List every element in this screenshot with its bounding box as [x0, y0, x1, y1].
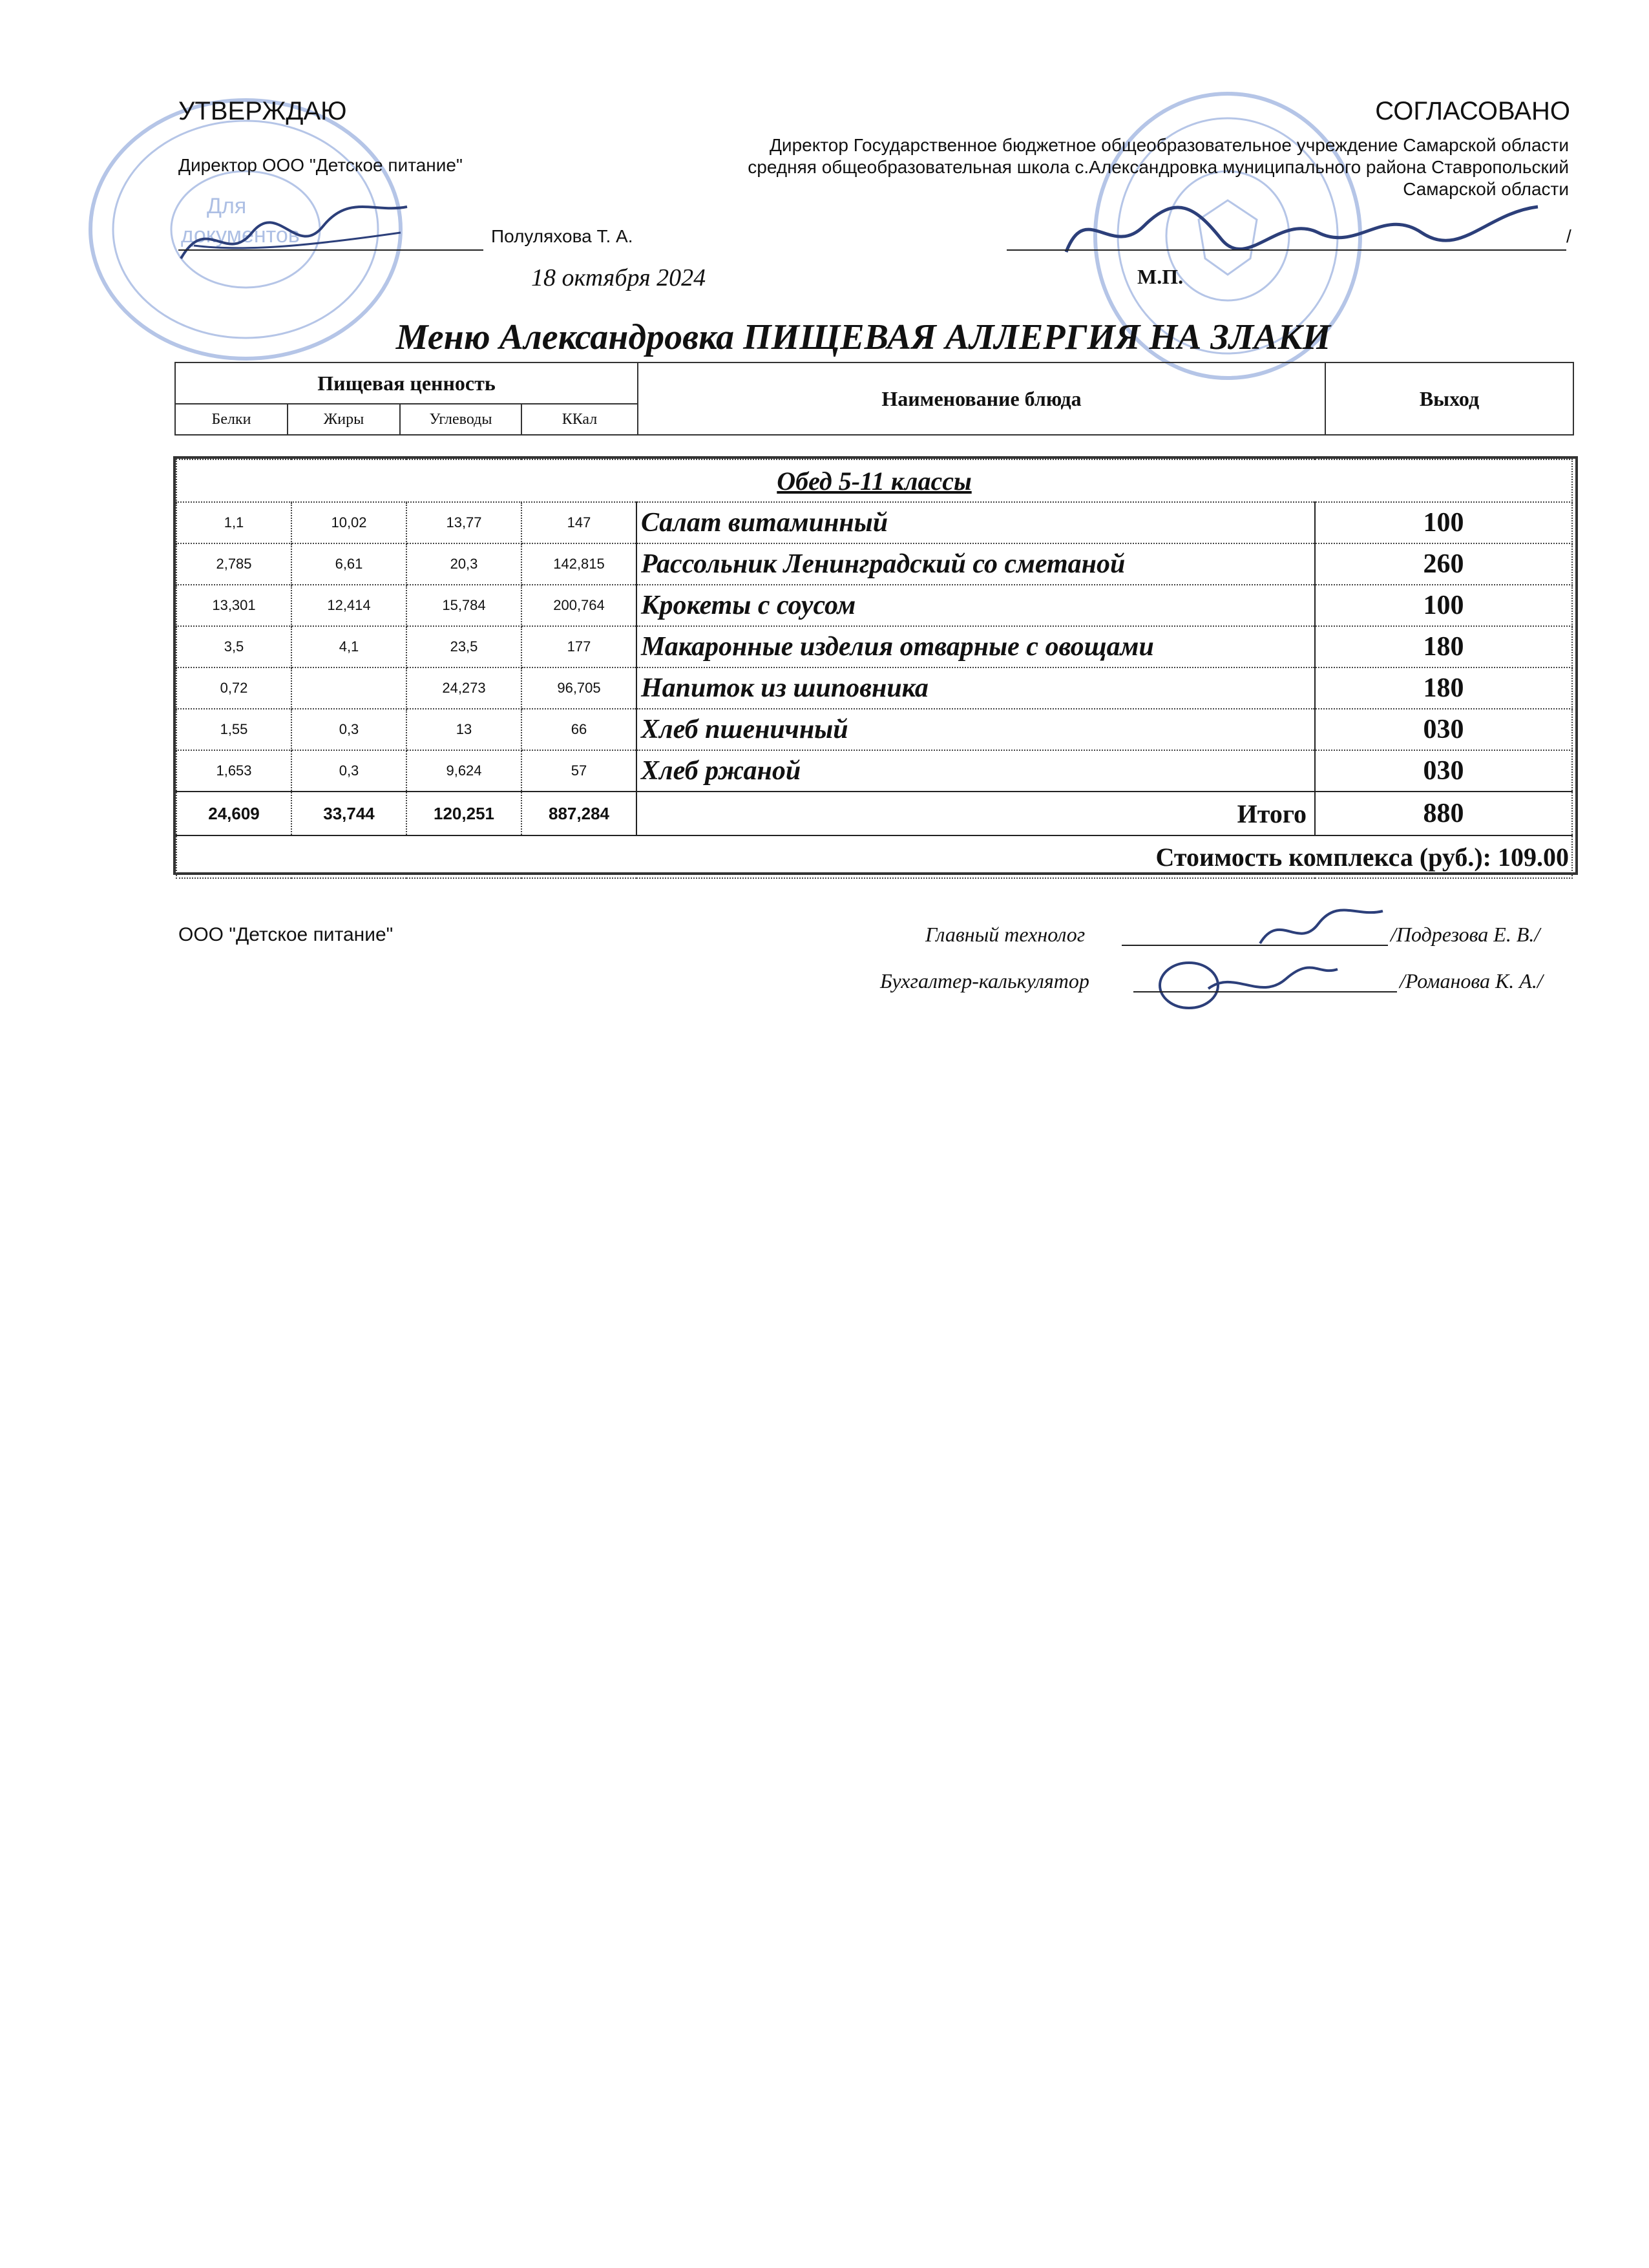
dish-name-cell: Макаронные изделия отварные с овощами — [636, 626, 1315, 667]
total-protein: 24,609 — [176, 792, 291, 835]
carbs-cell: 23,5 — [406, 626, 521, 667]
fat-cell: 12,414 — [291, 585, 406, 626]
kcal-cell: 57 — [521, 750, 636, 792]
dish-name-cell: Крокеты с соусом — [636, 585, 1315, 626]
fat-cell: 0,3 — [291, 750, 406, 792]
carbs-cell: 13 — [406, 709, 521, 750]
carbs-cell: 9,624 — [406, 750, 521, 792]
carbs-cell: 20,3 — [406, 543, 521, 585]
approval-date: 18 октября 2024 — [531, 264, 706, 291]
agreement-slash: / — [1566, 226, 1571, 246]
protein-cell: 2,785 — [176, 543, 291, 585]
approval-title: УТВЕРЖДАЮ — [178, 97, 347, 125]
fat-cell: 10,02 — [291, 502, 406, 543]
dish-name-cell: Напиток из шиповника — [636, 667, 1315, 709]
accountant-signature-line — [1133, 991, 1397, 992]
approval-signature-line — [178, 249, 483, 251]
dish-name-cell: Салат витаминный — [636, 502, 1315, 543]
fat-cell: 4,1 — [291, 626, 406, 667]
table-row — [176, 626, 1572, 667]
kcal-cell: 177 — [521, 626, 636, 667]
yield-header: Выход — [1325, 362, 1573, 435]
chief-signature-line — [1122, 945, 1388, 946]
carbs-cell: 15,784 — [406, 585, 521, 626]
yield-cell: 180 — [1315, 667, 1572, 709]
totals-row — [176, 792, 1572, 835]
protein-cell: 13,301 — [176, 585, 291, 626]
svg-text:документов: документов — [181, 223, 300, 247]
section-title: Обед 5-11 классы — [176, 459, 1572, 502]
total-carbs: 120,251 — [406, 792, 521, 835]
table-row — [176, 502, 1572, 543]
fat-cell: 0,3 — [291, 709, 406, 750]
agreement-title: СОГЛАСОВАНО — [1375, 97, 1570, 125]
protein-cell: 1,1 — [176, 502, 291, 543]
yield-cell: 260 — [1315, 543, 1572, 585]
svg-text:Для: Для — [207, 194, 247, 218]
kcal-cell: 200,764 — [521, 585, 636, 626]
dish-name-cell: Рассольник Ленинградский со сметаной — [636, 543, 1315, 585]
table-row — [176, 543, 1572, 585]
nutrition-header: Пищевая ценность — [175, 362, 638, 404]
section-row — [176, 459, 1572, 502]
agreement-signature-line — [1007, 249, 1566, 251]
accountant-label: Бухгалтер-калькулятор — [880, 969, 1089, 992]
carbs-cell: 24,273 — [406, 667, 521, 709]
technologist-signature — [1254, 905, 1396, 956]
table-row — [176, 585, 1572, 626]
dish-name-cell: Хлеб пшеничный — [636, 709, 1315, 750]
protein-cell: 1,653 — [176, 750, 291, 792]
table-row — [176, 750, 1572, 792]
table-row — [176, 667, 1572, 709]
protein-cell: 1,55 — [176, 709, 291, 750]
fat-cell: 6,61 — [291, 543, 406, 585]
fat-cell — [291, 667, 406, 709]
chief-technologist-name: /Подрезова Е. В./ — [1391, 923, 1540, 946]
table-row — [176, 709, 1572, 750]
total-kcal: 887,284 — [521, 792, 636, 835]
kcal-header: ККал — [521, 404, 638, 435]
menu-table — [176, 459, 1573, 879]
approval-name: Полуляхова Т. А. — [491, 226, 633, 246]
agreement-role: Директор Государственное бюджетное общеобразовательное учреждение Самарской области средняя общеобразовательная школа с.Александровка муниципального района Ставропольский Самарской области — [748, 135, 1569, 199]
protein-cell: 0,72 — [176, 667, 291, 709]
approval-role: Директор ООО "Детское питание" — [178, 155, 463, 175]
kcal-cell: 147 — [521, 502, 636, 543]
dish-name-cell: Хлеб ржаной — [636, 750, 1315, 792]
yield-cell: 030 — [1315, 750, 1572, 792]
cost-row — [176, 835, 1572, 878]
cost-cell: Стоимость комплекса (руб.): 109.00 — [176, 835, 1572, 878]
accountant-name: /Романова К. А./ — [1400, 969, 1543, 992]
kcal-cell: 66 — [521, 709, 636, 750]
fat-header: Жиры — [288, 404, 400, 435]
yield-cell: 100 — [1315, 585, 1572, 626]
kcal-cell: 142,815 — [521, 543, 636, 585]
total-yield: 880 — [1315, 792, 1572, 835]
footer-org: ООО "Детское питание" — [178, 924, 394, 945]
carbs-header: Углеводы — [400, 404, 521, 435]
dish-name-header: Наименование блюда — [638, 362, 1325, 435]
menu-title: Меню Александровка ПИЩЕВАЯ АЛЛЕРГИЯ НА ЗЛАКИ — [395, 317, 1331, 357]
accountant-signature — [1150, 950, 1344, 1021]
yield-cell: 100 — [1315, 502, 1572, 543]
protein-header: Белки — [175, 404, 288, 435]
carbs-cell: 13,77 — [406, 502, 521, 543]
menu-header-table — [174, 362, 1574, 436]
total-fat: 33,744 — [291, 792, 406, 835]
kcal-cell: 96,705 — [521, 667, 636, 709]
protein-cell: 3,5 — [176, 626, 291, 667]
chief-technologist-label: Главный технолог — [925, 923, 1086, 946]
yield-cell: 180 — [1315, 626, 1572, 667]
stamp-place-label: М.П. — [1137, 265, 1184, 288]
yield-cell: 030 — [1315, 709, 1572, 750]
director-signature — [168, 187, 426, 284]
total-label: Итого — [636, 792, 1315, 835]
